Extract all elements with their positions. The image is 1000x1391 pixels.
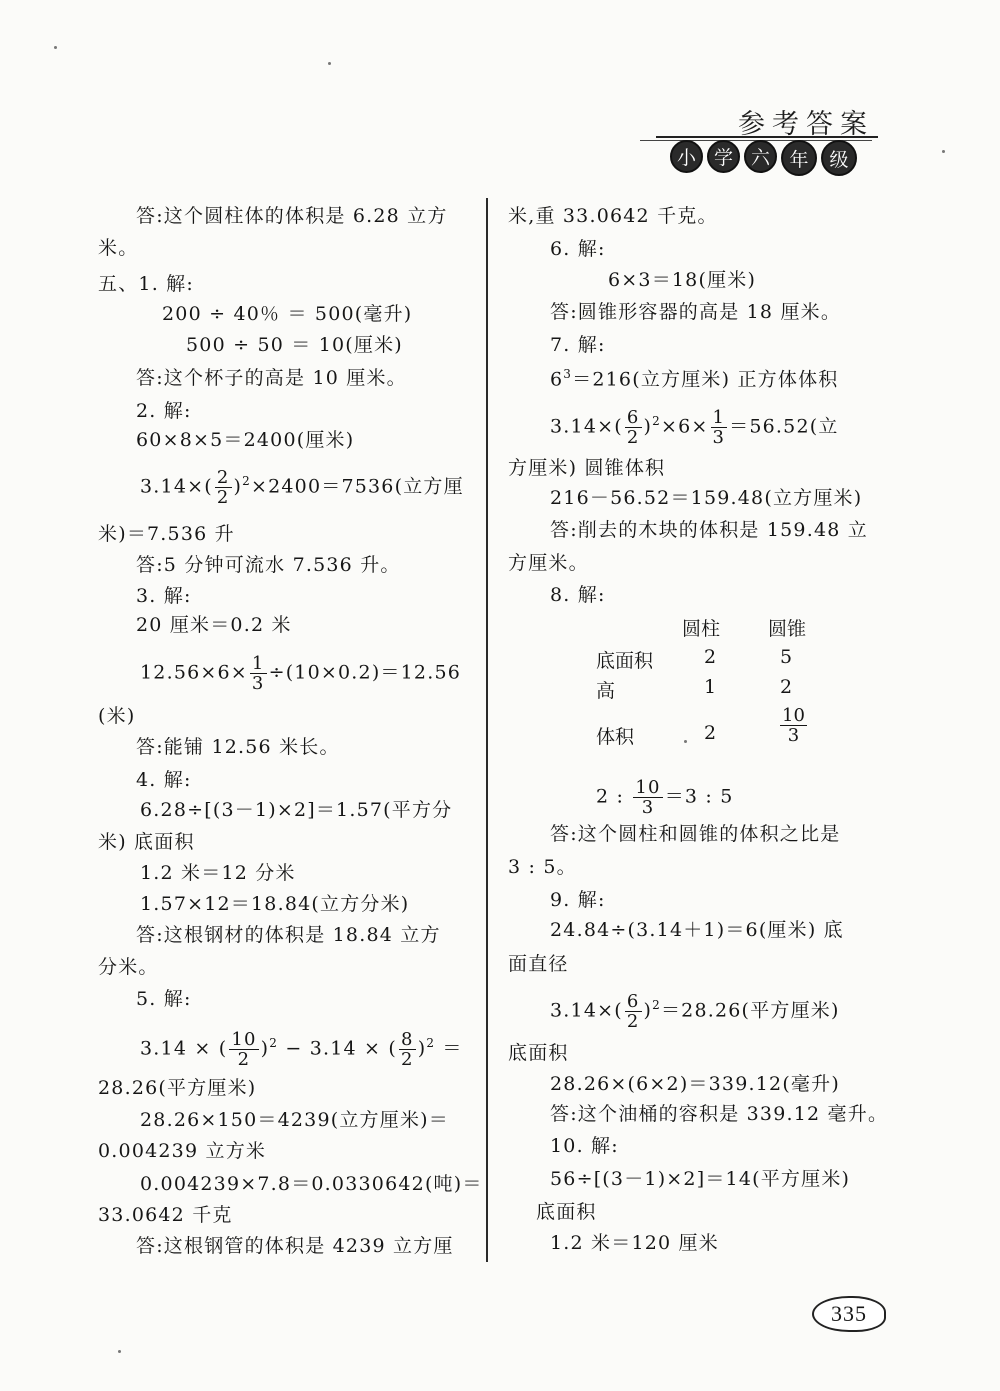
problem-heading: 10. 解: bbox=[550, 1135, 619, 1157]
equation-line bbox=[596, 778, 734, 817]
equation-line: 24.84÷(3.14＋1)＝6(厘米) 底 bbox=[550, 919, 844, 941]
scan-speck bbox=[328, 62, 331, 65]
fraction bbox=[780, 706, 807, 745]
answer-line: 答:这个油桶的容积是 339.12 毫升。 bbox=[550, 1103, 889, 1125]
problem-heading: 五、1. 解: bbox=[98, 273, 194, 295]
numerator: 1 bbox=[712, 407, 726, 428]
denominator: 3 bbox=[712, 427, 726, 448]
exponent: 2 bbox=[242, 474, 251, 489]
numerator: 8 bbox=[401, 1029, 414, 1050]
expr-text: ＝3 : 5 bbox=[664, 785, 734, 808]
scan-speck bbox=[54, 46, 57, 49]
text-line: 底面积 bbox=[536, 1201, 597, 1223]
table-cell: 2 bbox=[704, 722, 717, 744]
numerator: 6 bbox=[626, 407, 640, 428]
fraction bbox=[399, 1030, 416, 1069]
text-line: 分米。 bbox=[98, 956, 159, 978]
problem-heading: 5. 解: bbox=[136, 988, 192, 1010]
fraction bbox=[625, 408, 642, 447]
text-line: 底面积 bbox=[508, 1042, 569, 1064]
equation-line: 1.2 米＝120 厘米 bbox=[550, 1232, 719, 1254]
fraction bbox=[633, 778, 662, 817]
exponent: 2 bbox=[652, 998, 661, 1013]
equation-line: 60×8×5＝2400(厘米) bbox=[136, 429, 355, 451]
exponent: 3 bbox=[563, 367, 573, 381]
equation-line: 20 厘米＝0.2 米 bbox=[136, 614, 292, 636]
grade-badge: 六 bbox=[744, 140, 777, 173]
denominator: 2 bbox=[626, 1011, 640, 1032]
text-line: 0.004239 立方米 bbox=[98, 1140, 267, 1162]
expr-text: ) bbox=[643, 999, 653, 1022]
numerator: 1 bbox=[251, 653, 265, 674]
numerator: 2 bbox=[216, 467, 230, 488]
answer-line: 答:这根钢管的体积是 4239 立方厘 bbox=[136, 1235, 454, 1257]
text-line: 米。 bbox=[98, 237, 139, 259]
text-line: 方厘米。 bbox=[508, 552, 589, 574]
table-cell: 5 bbox=[780, 646, 793, 668]
answer-line: 答:削去的木块的体积是 159.48 立 bbox=[550, 519, 868, 541]
expr-text: ) bbox=[643, 415, 653, 438]
denominator: 2 bbox=[401, 1049, 414, 1070]
equation-line: 28.26×150＝4239(立方厘米)＝ bbox=[140, 1109, 449, 1131]
table-row-label: 底面积 bbox=[596, 650, 654, 672]
answer-line: 答:能铺 12.56 米长。 bbox=[136, 736, 340, 758]
answer-line: 答:这个杯子的高是 10 厘米。 bbox=[136, 367, 407, 389]
grade-badge: 年 bbox=[781, 140, 817, 176]
page-number: 335 bbox=[812, 1296, 886, 1332]
scan-speck bbox=[942, 150, 945, 153]
equation-line: 216－56.52＝159.48(立方厘米) bbox=[550, 487, 863, 509]
table-cell: 2 bbox=[704, 646, 717, 668]
expr-text: ) bbox=[233, 475, 243, 498]
numerator: 10 bbox=[231, 1029, 257, 1050]
numerator: 10 bbox=[782, 705, 805, 726]
text-line: 米,重 33.0642 千克。 bbox=[508, 205, 718, 227]
equation-line: 1.2 米＝12 分米 bbox=[140, 862, 296, 884]
text-line: 28.26(平方厘米) bbox=[98, 1077, 257, 1099]
grade-badge: 学 bbox=[707, 140, 740, 173]
expr-text: − 3.14 × ( bbox=[278, 1037, 398, 1060]
expr-text: ÷(10×0.2)＝12.56 bbox=[268, 661, 462, 684]
expr-text: ＝216(立方厘米) 正方体体积 bbox=[572, 368, 839, 391]
equation-line bbox=[550, 362, 838, 391]
equation-line: 1.57×12＝18.84(立方分米) bbox=[140, 893, 410, 915]
fraction bbox=[215, 468, 232, 507]
problem-heading: 9. 解: bbox=[550, 889, 606, 911]
fraction bbox=[229, 1030, 258, 1069]
fraction bbox=[250, 654, 267, 693]
table-header: 圆柱 bbox=[682, 618, 721, 640]
exponent: 2 bbox=[426, 1036, 436, 1051]
table-cell: 2 bbox=[780, 676, 793, 698]
table-cell: 1 bbox=[704, 676, 717, 698]
answer-line: 答:5 分钟可流水 7.536 升。 bbox=[136, 554, 401, 576]
table-cell bbox=[778, 706, 809, 745]
answer-line: 答:这个圆柱体的体积是 6.28 立方 bbox=[136, 205, 448, 227]
numerator: 6 bbox=[626, 991, 640, 1012]
expr-text: ＝56.52(立 bbox=[729, 415, 839, 438]
equation-line bbox=[140, 654, 461, 693]
problem-heading: 7. 解: bbox=[550, 334, 606, 356]
denominator: 2 bbox=[237, 1049, 251, 1070]
equation-line: 0.004239×7.8＝0.0330642(吨)＝ bbox=[140, 1173, 483, 1195]
expr-text: ) bbox=[417, 1037, 427, 1060]
denominator: 3 bbox=[787, 725, 800, 746]
grade-badge: 小 bbox=[670, 140, 703, 173]
text-line: 米)＝7.536 升 bbox=[98, 523, 235, 545]
expr-text: 3.14×( bbox=[550, 415, 623, 438]
text-line: (米) bbox=[98, 705, 136, 727]
page-header bbox=[640, 100, 880, 180]
expr-text: 3.14 × ( bbox=[140, 1037, 228, 1060]
problem-heading: 3. 解: bbox=[136, 585, 192, 607]
equation-line: 200 ÷ 40％ ＝ 500(毫升) bbox=[162, 303, 413, 325]
answer-line: 答:圆锥形容器的高是 18 厘米。 bbox=[550, 301, 842, 323]
expr-text: 3.14×( bbox=[550, 999, 623, 1022]
grade-badges bbox=[670, 140, 857, 176]
equation-line: 28.26×(6×2)＝339.12(毫升) bbox=[550, 1073, 840, 1095]
expr-text: 12.56×6× bbox=[140, 661, 248, 684]
equation-line bbox=[550, 408, 839, 447]
equation-line bbox=[140, 468, 464, 507]
scan-speck bbox=[118, 1350, 121, 1353]
answer-line: 答:这个圆柱和圆锥的体积之比是 bbox=[550, 823, 841, 845]
equation-line bbox=[550, 992, 840, 1031]
text-line: 33.0642 千克 bbox=[98, 1204, 233, 1226]
fraction bbox=[625, 992, 642, 1031]
expr-text: ×6× bbox=[660, 415, 709, 438]
column-divider bbox=[486, 198, 488, 1262]
text-line: 3 : 5。 bbox=[508, 856, 577, 878]
denominator: 3 bbox=[641, 797, 655, 818]
exponent: 2 bbox=[269, 1036, 279, 1051]
equation-line: 56÷[(3－1)×2]＝14(平方厘米) bbox=[550, 1168, 851, 1190]
table-row-label: 体积 bbox=[596, 726, 635, 748]
equation-line: 6×3＝18(厘米) bbox=[608, 269, 757, 291]
table-row-label: 高 bbox=[596, 680, 616, 702]
expr-text: 3.14×( bbox=[140, 475, 213, 498]
text-line: 方厘米) 圆锥体积 bbox=[508, 457, 666, 479]
header-rule bbox=[656, 136, 878, 138]
table-header: 圆锥 bbox=[768, 618, 807, 640]
numerator: 10 bbox=[635, 777, 661, 798]
expr-text: ) bbox=[260, 1037, 270, 1060]
problem-heading: 8. 解: bbox=[550, 584, 606, 606]
text-line: 面直径 bbox=[508, 953, 569, 975]
grade-badge: 级 bbox=[821, 140, 857, 176]
expr-text: ＝28.26(平方厘米) bbox=[660, 999, 840, 1022]
exponent: 2 bbox=[652, 414, 661, 429]
equation-line: 500 ÷ 50 ＝ 10(厘米) bbox=[186, 334, 403, 356]
problem-heading: 6. 解: bbox=[550, 238, 606, 260]
expr-text: 2 : bbox=[596, 785, 632, 808]
scan-speck bbox=[684, 740, 687, 743]
expr-text: ＝ bbox=[435, 1037, 463, 1060]
denominator: 2 bbox=[216, 487, 230, 508]
denominator: 3 bbox=[251, 673, 265, 694]
expr-text: 6 bbox=[550, 368, 564, 391]
problem-heading: 2. 解: bbox=[136, 400, 192, 422]
expr-text: ×2400＝7536(立方厘 bbox=[250, 475, 464, 498]
header-title: 参考答案 bbox=[738, 109, 874, 140]
equation-line bbox=[140, 1030, 463, 1069]
problem-heading: 4. 解: bbox=[136, 769, 192, 791]
denominator: 2 bbox=[626, 427, 640, 448]
text-line: 米) 底面积 bbox=[98, 831, 195, 853]
answer-line: 答:这根钢材的体积是 18.84 立方 bbox=[136, 924, 441, 946]
fraction bbox=[711, 408, 728, 447]
equation-line: 6.28÷[(3－1)×2]＝1.57(平方分 bbox=[140, 799, 453, 821]
